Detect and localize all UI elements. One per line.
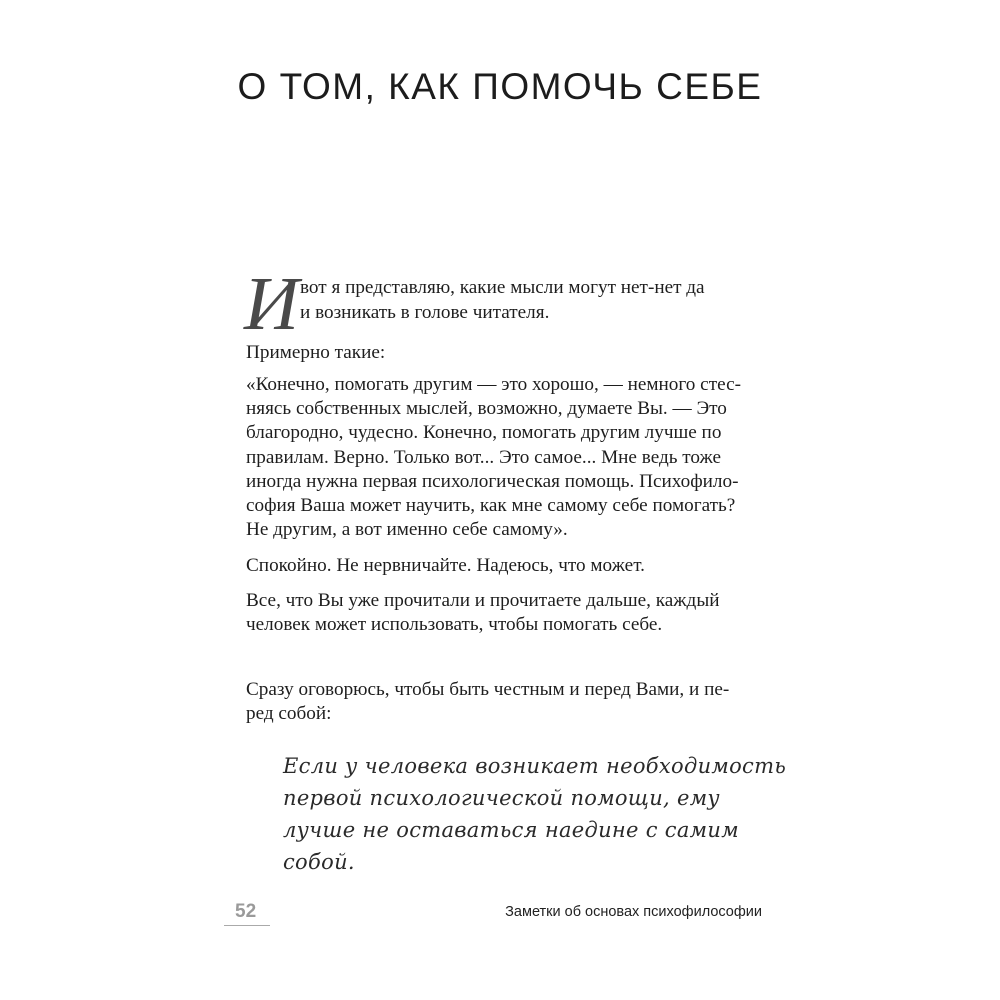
drop-cap: И [244,262,299,346]
paragraph-3-line: «Конечно, помогать другим — это хорошо, — немного стес- [246,374,741,395]
running-footer-title: Заметки об основах психофилософии [505,904,762,920]
paragraph-6-line: ред собой: [246,703,332,725]
page-number-rule [224,925,270,926]
page-number: 52 [235,901,257,922]
paragraph-3-line: Не другим, а вот именно себе самому». [246,519,568,541]
paragraph-3-line: няясь собственных мыслей, возможно, думаете Вы. — Это [246,398,727,420]
paragraph-3-line: правилам. Верно. Только вот... Это самое... Мне ведь тоже [246,446,722,468]
paragraph-5-line: Все, что Вы уже прочитали и прочитаете дальше, каждый [246,590,720,611]
paragraph-3-line: иногда нужна первая психологическая помощь. Психофило- [246,470,739,492]
paragraph-3 [246,373,770,542]
paragraph-2 [246,341,770,365]
handwritten-quote [283,750,787,878]
chapter-title: О ТОМ, КАК ПОМОЧЬ СЕБЕ [237,66,763,107]
quote-line: лучше не оставаться наедине с самим [283,818,739,842]
paragraph-5-line: человек может использовать, чтобы помогать себе. [246,614,663,636]
paragraph-3-line: софия Ваша может научить, как мне самому себе помогать? [246,495,736,517]
paragraph-6 [246,678,770,726]
paragraph-4 [246,554,770,578]
intro-line-1: вот я представляю, какие мысли могут нет-нет да [300,277,705,298]
paragraph-6-line: Сразу оговорюсь, чтобы быть честным и перед Вами, и пе- [246,679,730,700]
quote-line: собой. [283,850,355,874]
quote-line: первой психологической помощи, ему [283,786,720,810]
quote-line: Если у человека возникает необходимость [283,754,787,778]
paragraph-4-line: Спокойно. Не нервничайте. Надеюсь, что может. [246,555,645,576]
paragraph-2-line: Примерно такие: [246,342,386,363]
intro-line-2: и возникать в голове читателя. [300,301,550,323]
paragraph-3-line: благородно, чудесно. Конечно, помогать другим лучше по [246,422,722,444]
intro-paragraph [244,262,770,346]
paragraph-5 [246,589,770,637]
